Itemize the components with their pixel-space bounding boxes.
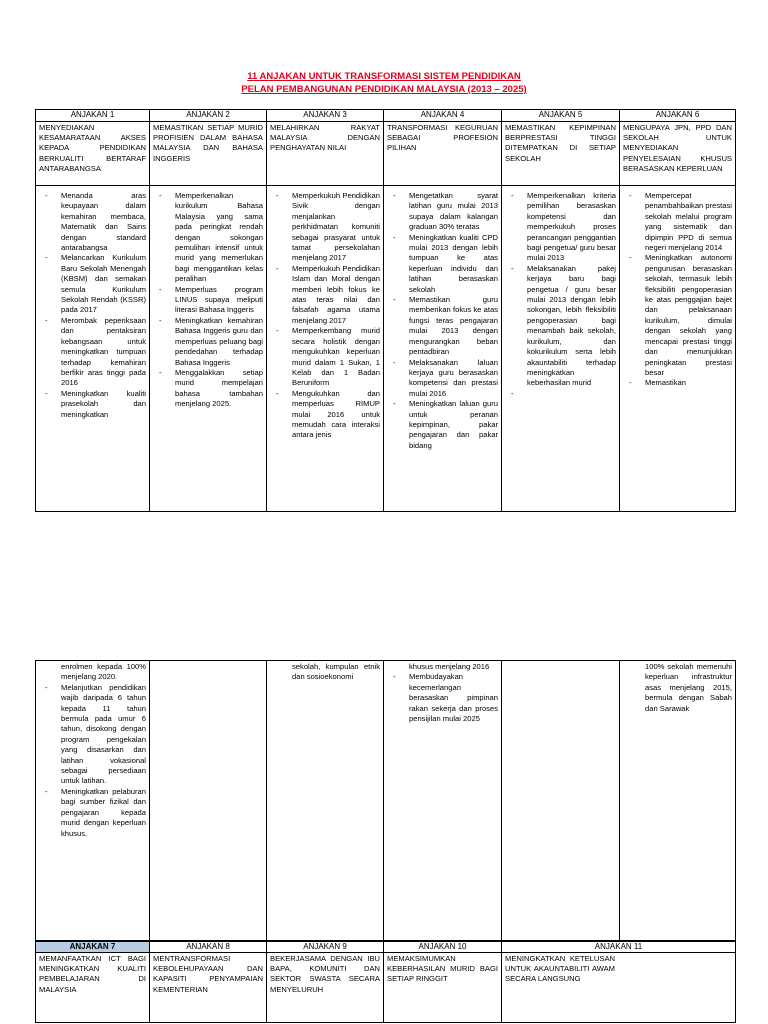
header-anjakan-1: ANJAKAN 1 <box>36 110 150 122</box>
header-anjakan-10: ANJAKAN 10 <box>384 942 502 953</box>
list-item: - Merombak peperiksaan dan pentaksiran kebangsaan untuk meningkatkan tumpuan terhadap kemahiran berfikir aras tinggi pada 2016 <box>61 316 146 389</box>
objective-anjakan-5: MEMASTIKAN KEPIMPINAN BERPRESTASI TINGGI DITEMPATKAN DI SETIAP SEKOLAH <box>502 122 620 186</box>
list-item-continued: enrolmen kepada 100% menjelang 2020. <box>61 662 146 682</box>
header-anjakan-11: ANJAKAN 11 <box>502 942 736 953</box>
objective-anjakan-1: MENYEDIAKAN KESAMARATAAN AKSES KEPADA PENDIDIKAN BERKUALITI BERTARAF ANTARABANGSA <box>36 122 150 186</box>
initiatives-anjakan-5 <box>502 186 620 512</box>
initiatives-anjakan-4 <box>384 186 502 512</box>
list-item: - Menanda aras keupayaan dalam kemahiran membaca, Matematik dan Sains dengan standard antarabangsa <box>61 191 146 253</box>
list-item: - Memastikan guru memberikan fokus ke atas fungsi teras pengajaran mulai 2013 dengan mengurangkan beban pentadbiran <box>409 295 498 357</box>
list-item: - Melaksanakan laluan kerjaya guru berasaskan kompetensi dan prestasi mulai 2016 <box>409 358 498 400</box>
objective-anjakan-10: MEMAKSIMUMKAN KEBERHASILAN MURID BAGI SETIAP RINGGIT <box>384 953 502 1023</box>
list-item: - Memperkenalkan kriteria pemilihan berasaskan kompetensi dan memperkukuh proses perancangan penggantian bagi pengetua/ guru besar mulai 2013 <box>527 191 616 264</box>
list-item: - Memperkenalkan kurikulum Bahasa Malaysia yang sama pada peringkat rendah dengan sokongan pemulihan intensif untuk murid yang memerlukan bagi menggantikan kelas peralihan <box>175 191 263 285</box>
list-item: - Meningkatkan laluan guru untuk peranan kepimpinan, pakar pengajaran dan pakar bidang <box>409 399 498 451</box>
document-title <box>0 70 768 96</box>
list-item: - Melanjutkan pendidikan wajib daripada 6 tahun kepada 11 tahun bermula pada umur 6 tahun, disokong dengan program pengekalan yang disasarkan dan latihan vokasional sebagai persediaan untuk latihan. <box>61 683 146 787</box>
list-item: - Meningkatkan kualiti prasekolah dan meningkatkan <box>61 389 146 420</box>
objective-anjakan-4: TRANSFORMASI KEGURUAN SEBAGAI PROFESION PILIHAN <box>384 122 502 186</box>
list-item: - Mengetatkan syarat latihan guru mulai 2013 supaya dalam kalangan graduan 30% teratas <box>409 191 498 233</box>
continuation-anjakan-6 <box>620 661 736 941</box>
title-line-2: PELAN PEMBANGUNAN PENDIDIKAN MALAYSIA (2013 – 2025) <box>241 84 527 95</box>
header-anjakan-3: ANJAKAN 3 <box>267 110 384 122</box>
list-item: - Mengukuhkan dan memperluas RIMUP mulai 2016 untuk memudah cara interaksi antara jenis <box>292 389 380 441</box>
objective-anjakan-2: MEMASTIKAN SETIAP MURID PROFISIEN DALAM BAHASA MALAYSIA DAN BAHASA INGGERIS <box>150 122 267 186</box>
list-item-continued: 100% sekolah memenuhi keperluan infrastruktur asas menjelang 2015, bermula dengan Sabah dan Sarawak <box>645 662 732 713</box>
objective-anjakan-7: MEMANFAATKAN ICT BAGI MENINGKATKAN KUALITI PEMBELAJARAN DI MALAYSIA <box>36 953 150 1023</box>
list-item: - Melancarkan Kurikulum Baru Sekolah Menengah (KBSM) dan semakan semula Kurikulum Sekolah Rendah (KSSR) pada 2017 <box>61 253 146 315</box>
continuation-anjakan-5 <box>502 661 620 941</box>
list-item: - Mempercepat penambahbaikan prestasi sekolah melalui program yang sistematik dan dipimpin PPD di semua negeri menjelang 2014 <box>645 191 732 253</box>
list-item-continued: sekolah, kumpulan etnik dan sosioekonomi <box>292 662 380 682</box>
header-anjakan-7: ANJAKAN 7 <box>36 942 150 953</box>
initiatives-anjakan-2 <box>150 186 267 512</box>
header-anjakan-6: ANJAKAN 6 <box>620 110 736 122</box>
header-anjakan-5: ANJAKAN 5 <box>502 110 620 122</box>
header-anjakan-2: ANJAKAN 2 <box>150 110 267 122</box>
header-anjakan-9: ANJAKAN 9 <box>267 942 384 953</box>
anjakan-table-1-6 <box>35 109 736 512</box>
list-item: - Melaksanakan pakej kerjaya baru bagi pengetua / guru besar mulai 2013 dengan lebih sokongan, lebih fleksibiliti pengoperasian bagi menambah baik sekolah, kurikulum, dan kokurikulum serta lebih akauntabiliti terhadap meningkatkan keberhasilan murid <box>527 264 616 389</box>
initiatives-anjakan-1 <box>36 186 150 512</box>
list-item: - Meningkatkan kualiti CPD mulai 2013 dengan lebih tumpuan ke atas keperluan individu dan latihan berasaskan sekolah <box>409 233 498 295</box>
objective-anjakan-9: BEKERJASAMA DENGAN IBU BAPA, KOMUNITI DAN SEKTOR SWASTA SECARA MENYELURUH <box>267 953 384 1023</box>
header-anjakan-8: ANJAKAN 8 <box>150 942 267 953</box>
initiatives-anjakan-3 <box>267 186 384 512</box>
list-item: - Meningkatkan kemahiran Bahasa Inggeris guru dan memperluas peluang bagi pendedahan terhadap Bahasa Inggeris <box>175 316 263 368</box>
anjakan-table-continuation <box>35 660 736 941</box>
continuation-anjakan-1 <box>36 661 150 941</box>
list-item-continued: khusus menjelang 2016 <box>409 662 490 671</box>
anjakan-table-7-11 <box>35 941 736 1023</box>
continuation-anjakan-2 <box>150 661 267 941</box>
list-item: - Meningkatkan autonomi pengurusan berasaskan sekolah, termasuk lebih fleksibiliti pengoperasian ke atas penggajian bajet dan pelaksanaan kurikulum, dimulai dengan sekolah yang mencapai prestasi tinggi dan menunjukkan peningkatan prestasi besar <box>645 253 732 378</box>
continuation-anjakan-3 <box>267 661 384 941</box>
list-item: - Menggalakkan setiap murid mempelajari bahasa tambahan menjelang 2025. <box>175 368 263 410</box>
objective-anjakan-3: MELAHIRKAN RAKYAT MALAYSIA DENGAN PENGHAYATAN NILAI <box>267 122 384 186</box>
list-item: - Memperkembang murid secara holistik dengan mengukuhkan keperluan murid dalam 1 Sukan, 1 Kelab dan 1 Badan Beruniform <box>292 326 380 388</box>
list-item: - Meningkatkan pelaburan bagi sumber fizikal dan pengajaran kepada murid dengan keperluan khusus. <box>61 787 146 839</box>
continuation-anjakan-4 <box>384 661 502 941</box>
objective-anjakan-11: MENINGKATKAN KETELUSAN UNTUK AKAUNTABILITI AWAM SECARA LANGSUNG <box>502 953 736 1023</box>
objective-anjakan-6: MENGUPAYA JPN, PPD DAN SEKOLAH UNTUK MENYEDIAKAN PENYELESAIAN KHUSUS BERASASKAN KEPERLUAN <box>620 122 736 186</box>
list-item: - Memperluas program LINUS supaya meliputi literasi Bahasa Inggeris <box>175 285 263 316</box>
objective-anjakan-8: MENTRANSFORMASI KEBOLEHUPAYAAN DAN KAPASITI PENYAMPAIAN KEMENTERIAN <box>150 953 267 1023</box>
initiatives-anjakan-6 <box>620 186 736 512</box>
list-item: - Memastikan <box>645 378 732 388</box>
list-item: - Memperkukuh Pendidikan Islam dan Moral dengan memberi lebih fokus ke atas teras nilai dan falsafah agama utama menjelang 2017 <box>292 264 380 326</box>
list-item: - Membudayakan kecemerlangan berasaskan pimpinan rakan sekerja dan proses pensijilan mulai 2025 <box>409 672 498 724</box>
title-line-1: 11 ANJAKAN UNTUK TRANSFORMASI SISTEM PENDIDIKAN <box>247 71 521 82</box>
list-item: - Memperkukuh Pendidikan Sivik dengan menjalankan perkhidmatan komuniti sebagai prasyarat untuk tamat persekolahan menjelang 2017 <box>292 191 380 264</box>
header-anjakan-4: ANJAKAN 4 <box>384 110 502 122</box>
